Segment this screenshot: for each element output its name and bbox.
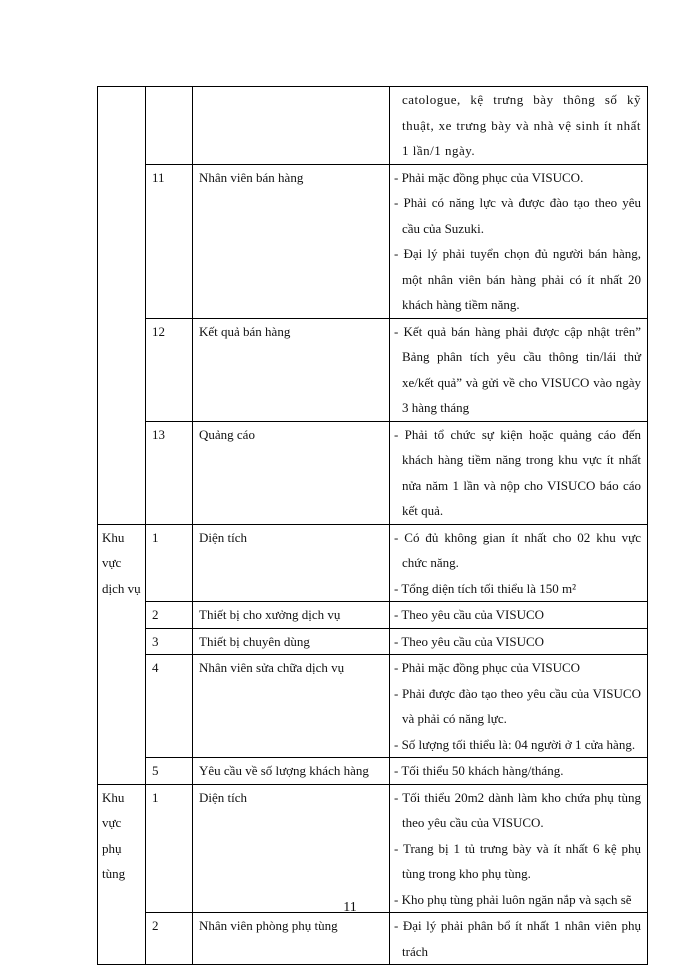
- row-number: 1: [152, 789, 159, 805]
- table-row: [98, 913, 648, 965]
- description-cell: [390, 784, 648, 913]
- description-line: - Số lượng tối thiểu là: 04 người ở 1 cửa hàng.: [394, 736, 636, 752]
- description-line: catologue, kệ trưng bày thông số kỹ thuật, xe trưng bày và nhà vệ sinh ít nhất 1 lần/1 ngày.: [402, 92, 641, 158]
- table-row-continuation: [98, 87, 648, 165]
- item-label: Thiết bị chuyên dùng: [199, 633, 310, 649]
- row-number: 2: [152, 607, 159, 622]
- item-cell: [193, 164, 390, 318]
- row-number: 5: [152, 763, 159, 778]
- number-cell: [146, 87, 193, 165]
- number-cell: [146, 758, 193, 785]
- description-cell: [390, 524, 648, 602]
- row-number: 13: [152, 426, 165, 442]
- description-cell: [390, 164, 648, 318]
- description-line: - Theo yêu cầu của VISUCO: [394, 607, 545, 622]
- table-row: [98, 421, 648, 524]
- item-cell: [193, 784, 390, 913]
- description-cell: [390, 628, 648, 655]
- number-cell: [146, 421, 193, 524]
- description-cell: [390, 421, 648, 524]
- number-cell: [146, 913, 193, 965]
- description-line: - Có đủ không gian ít nhất cho 02 khu vực chức năng.: [394, 529, 641, 570]
- area-cell: [98, 524, 146, 784]
- table-row: [98, 318, 648, 421]
- area-label: Khu vực phụ tùng: [102, 789, 126, 881]
- description-line: - Trang bị 1 tủ trưng bày và ít nhất 6 kệ phụ tùng trong kho phụ tùng.: [394, 840, 641, 881]
- number-cell: [146, 784, 193, 913]
- number-cell: [146, 164, 193, 318]
- description-line: - Tổng diện tích tối thiểu là 150 m²: [394, 580, 577, 596]
- item-label: Quảng cáo: [199, 426, 255, 442]
- item-label: Diện tích: [199, 789, 248, 805]
- table-row: [98, 655, 648, 758]
- description-line: - Kho phụ tùng phải luôn ngăn nắp và sạch sẽ: [394, 891, 632, 907]
- row-number: 4: [152, 660, 159, 675]
- table-row: [98, 628, 648, 655]
- description-cell: [390, 758, 648, 785]
- item-cell: [193, 913, 390, 965]
- number-cell: [146, 318, 193, 421]
- area-cell-continued: [98, 87, 146, 525]
- area-label: Khu vực dịch vụ: [102, 529, 141, 596]
- description-cell: [390, 87, 648, 165]
- description-line: - Phải mặc đồng phục của VISUCO: [394, 660, 581, 675]
- item-label: Nhân viên bán hàng: [199, 169, 304, 185]
- item-cell: [193, 87, 390, 165]
- item-label: Kết quả bán hàng: [199, 323, 291, 339]
- row-number: 11: [152, 169, 165, 185]
- item-label: Thiết bị cho xưởng dịch vụ: [199, 607, 341, 622]
- description-cell: [390, 655, 648, 758]
- page-number: 11: [343, 900, 357, 915]
- item-cell: [193, 758, 390, 785]
- description-line: - Phải có năng lực và được đào tạo theo yêu cầu của Suzuki.: [394, 195, 641, 236]
- item-cell: [193, 655, 390, 758]
- description-cell: [390, 602, 648, 629]
- row-number: 2: [152, 918, 159, 933]
- description-cell: [390, 318, 648, 421]
- row-number: 3: [152, 633, 159, 649]
- item-cell: [193, 602, 390, 629]
- number-cell: [146, 628, 193, 655]
- description-line: - Tối thiểu 50 khách hàng/tháng.: [394, 763, 564, 778]
- item-label: Nhân viên sửa chữa dịch vụ: [199, 660, 345, 675]
- requirements-table: [97, 86, 648, 965]
- row-number: 1: [152, 529, 159, 545]
- number-cell: [146, 602, 193, 629]
- description-line: - Kết quả bán hàng phải được cập nhật trên” Bảng phân tích yêu cầu thông tin/lái thử xe/kết quả” và gửi về cho VISUCO vào ngày 3 hàng tháng: [394, 323, 641, 415]
- description-line: - Phải được đào tạo theo yêu cầu của VISUCO và phải có năng lực.: [394, 685, 641, 726]
- description-line: - Phải tổ chức sự kiện hoặc quảng cáo đến khách hàng tiềm năng trong khu vực ít nhất nửa năm 1 lần và nộp cho VISUCO báo cáo kết quả.: [394, 426, 641, 518]
- item-cell: [193, 628, 390, 655]
- description-line: - Phải mặc đồng phục của VISUCO.: [394, 169, 584, 185]
- description-cell: [390, 913, 648, 965]
- item-cell: [193, 421, 390, 524]
- area-cell: [98, 784, 146, 965]
- item-label: Diện tích: [199, 529, 248, 545]
- table-row: [98, 164, 648, 318]
- description-line: - Đại lý phải phân bổ ít nhất 1 nhân viên phụ trách: [394, 918, 641, 959]
- item-label: Yêu cầu về số lượng khách hàng: [199, 763, 369, 778]
- item-label: Nhân viên phòng phụ tùng: [199, 918, 338, 933]
- table-row: [98, 758, 648, 785]
- row-number: 12: [152, 323, 165, 339]
- number-cell: [146, 524, 193, 602]
- number-cell: [146, 655, 193, 758]
- table-row: [98, 524, 648, 602]
- table-row: [98, 602, 648, 629]
- description-line: - Đại lý phải tuyển chọn đủ người bán hàng, một nhân viên bán hàng phải có ít nhất 20 khách hàng tiềm năng.: [394, 246, 641, 312]
- table-row: [98, 784, 648, 913]
- item-cell: [193, 524, 390, 602]
- description-line: - Theo yêu cầu của VISUCO: [394, 633, 545, 649]
- description-line: - Tối thiểu 20m2 dành làm kho chứa phụ tùng theo yêu cầu của VISUCO.: [394, 789, 641, 830]
- item-cell: [193, 318, 390, 421]
